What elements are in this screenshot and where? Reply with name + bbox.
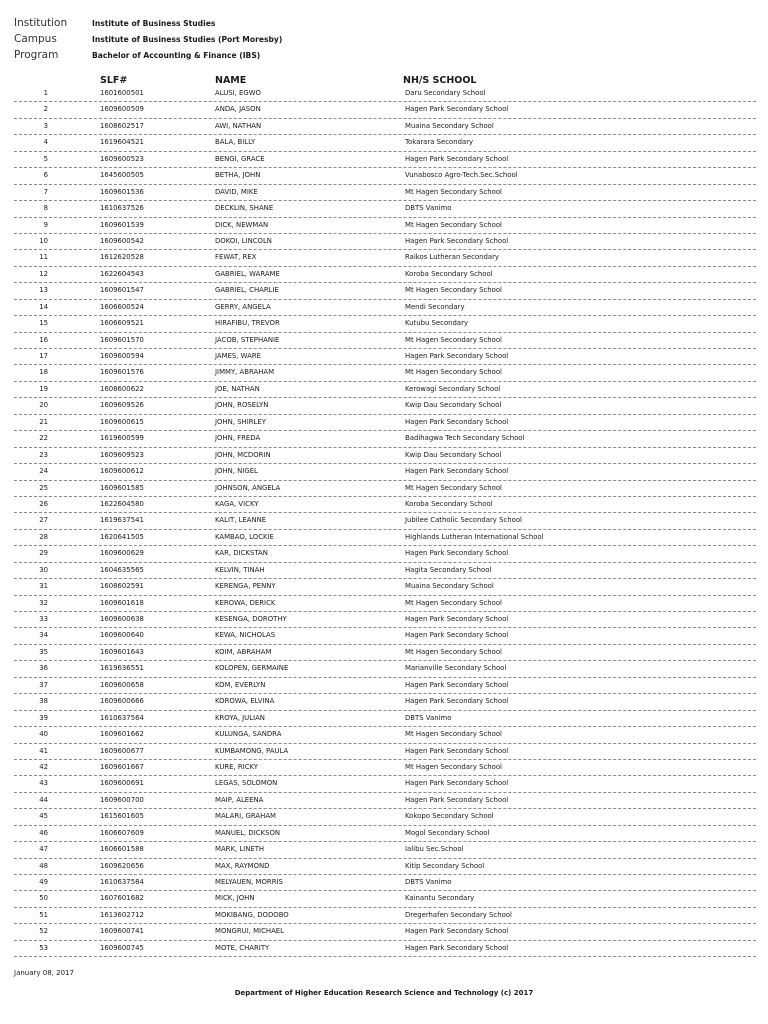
cell-slf: 1609601536 xyxy=(100,187,144,196)
cell-school: Hagen Park Secondary School xyxy=(405,154,509,163)
cell-name: JAMES, WARE xyxy=(215,352,261,360)
table-row xyxy=(14,793,756,809)
cell-school: Hagen Park Secondary School xyxy=(405,352,509,360)
student-table xyxy=(14,86,756,957)
cell-name: ANDA, JASON xyxy=(215,105,261,114)
table-row xyxy=(14,809,756,825)
cell-name: KAR, DICKSTAN xyxy=(215,549,268,558)
cell-num: 53 xyxy=(39,943,48,952)
cell-slf: 1609600640 xyxy=(100,631,144,640)
cell-slf: 1609601667 xyxy=(100,762,144,771)
cell-num: 27 xyxy=(39,516,48,525)
cell-num: 20 xyxy=(39,401,48,410)
cell-num: 49 xyxy=(39,878,48,886)
cell-num: 30 xyxy=(39,565,48,574)
cell-school: Koroba Secondary School xyxy=(405,499,493,508)
table-row xyxy=(14,431,756,447)
table-row xyxy=(14,234,756,250)
cell-num: 33 xyxy=(39,615,48,623)
cell-name: KOLOPEN, GERMAINE xyxy=(215,664,289,673)
table-row xyxy=(14,908,756,924)
table-row xyxy=(14,842,756,858)
document-meta xyxy=(14,15,282,63)
cell-school: Hagen Park Secondary School xyxy=(405,549,509,558)
cell-name: KEROWA, DERICK xyxy=(215,598,276,607)
cell-slf: 1609600741 xyxy=(100,927,144,936)
cell-school: Mogol Secondary School xyxy=(405,828,490,837)
table-row xyxy=(14,776,756,792)
cell-num: 48 xyxy=(39,861,48,870)
table-row xyxy=(14,481,756,497)
cell-slf: 1606609521 xyxy=(100,319,144,328)
cell-school: Hagen Park Secondary School xyxy=(405,795,509,804)
cell-slf: 1615601605 xyxy=(100,812,144,821)
cell-num: 36 xyxy=(39,664,48,673)
cell-slf: 1609601539 xyxy=(100,220,144,229)
cell-slf: 1609600691 xyxy=(100,779,144,788)
table-row xyxy=(14,333,756,349)
table-row xyxy=(14,365,756,381)
table-row xyxy=(14,661,756,677)
institution-label: Institution xyxy=(14,17,68,29)
cell-num: 41 xyxy=(39,746,48,755)
cell-name: DECKLIN, SHANE xyxy=(215,204,274,213)
cell-num: 39 xyxy=(39,713,48,722)
table-row xyxy=(14,563,756,579)
cell-num: 5 xyxy=(43,154,48,163)
cell-name: JOHN, SHIRLEY xyxy=(215,417,266,426)
campus-label: Campus xyxy=(14,33,57,45)
cell-slf: 1619636551 xyxy=(100,664,144,673)
table-row xyxy=(14,891,756,907)
cell-school: Mendi Secondary xyxy=(405,302,465,311)
cell-num: 7 xyxy=(43,187,48,196)
cell-num: 4 xyxy=(43,138,48,147)
cell-name: JIMMY, ABRAHAM xyxy=(215,368,275,377)
cell-name: KOROWA, ELVINA xyxy=(215,697,275,706)
cell-school: Kerowagi Secondary School xyxy=(405,384,501,393)
cell-school: Daru Secondary School xyxy=(405,89,486,97)
cell-name: MELYAUEN, MORRIS xyxy=(215,878,283,886)
cell-name: JOHN, FREDA xyxy=(215,434,261,443)
cell-num: 25 xyxy=(39,483,48,492)
cell-school: Hagen Park Secondary School xyxy=(405,631,509,640)
cell-slf: 1606607609 xyxy=(100,828,144,837)
cell-school: Jubilee Catholic Secondary School xyxy=(405,516,522,525)
cell-name: BALA, BILLY xyxy=(215,138,256,147)
cell-num: 29 xyxy=(39,549,48,558)
cell-slf: 1609600615 xyxy=(100,417,144,426)
table-row xyxy=(14,826,756,842)
table-row xyxy=(14,579,756,595)
cell-slf: 1609609523 xyxy=(100,450,144,459)
cell-name: DICK, NEWMAN xyxy=(215,220,269,229)
cell-school: Mt Hagen Secondary School xyxy=(405,187,502,196)
cell-school: DBTS Vanimo xyxy=(405,713,452,722)
cell-slf: 1609600594 xyxy=(100,352,144,360)
cell-school: DBTS Vanimo xyxy=(405,878,452,886)
cell-school: Highlands Lutheran International School xyxy=(405,532,544,541)
cell-name: AWI, NATHAN xyxy=(215,121,262,130)
cell-slf: 1609600745 xyxy=(100,943,144,952)
cell-name: JOHN, NIGEL xyxy=(215,467,258,476)
cell-name: JOHN, MCDORIN xyxy=(215,450,271,459)
cell-num: 35 xyxy=(39,647,48,656)
cell-name: FEWAT, REX xyxy=(215,253,257,262)
cell-num: 9 xyxy=(43,220,48,229)
cell-school: Marianville Secondary School xyxy=(405,664,507,673)
cell-name: KUMBAMONG, PAULA xyxy=(215,746,289,755)
cell-school: Koroba Secondary School xyxy=(405,269,493,278)
cell-num: 3 xyxy=(43,121,48,130)
table-row xyxy=(14,86,756,102)
cell-num: 23 xyxy=(39,450,48,459)
cell-slf: 1609601585 xyxy=(100,483,144,492)
cell-name: MAIP, ALEENA xyxy=(215,795,264,804)
document-date: January 08, 2017 xyxy=(14,969,74,977)
cell-num: 1 xyxy=(43,89,48,97)
table-row xyxy=(14,941,756,957)
cell-school: Mt Hagen Secondary School xyxy=(405,762,502,771)
cell-school: DBTS Vanimo xyxy=(405,204,452,213)
cell-slf: 1613602712 xyxy=(100,910,144,919)
cell-school: Kainantu Secondary xyxy=(405,894,475,903)
cell-school: Tokarara Secondary xyxy=(405,138,474,147)
cell-num: 26 xyxy=(39,499,48,508)
table-row xyxy=(14,448,756,464)
cell-slf: 1609601618 xyxy=(100,598,144,607)
institution-row xyxy=(14,15,282,31)
cell-school: Mt Hagen Secondary School xyxy=(405,483,502,492)
cell-num: 6 xyxy=(43,171,48,180)
table-row xyxy=(14,727,756,743)
cell-slf: 1609601570 xyxy=(100,335,144,344)
cell-slf: 1609600658 xyxy=(100,680,144,689)
cell-num: 10 xyxy=(39,236,48,245)
table-row xyxy=(14,612,756,628)
table-row xyxy=(14,201,756,217)
cell-school: Hagen Park Secondary School xyxy=(405,680,509,689)
cell-slf: 1609601643 xyxy=(100,647,144,656)
table-row xyxy=(14,415,756,431)
cell-school: Hagen Park Secondary School xyxy=(405,746,509,755)
table-row xyxy=(14,694,756,710)
campus-row xyxy=(14,31,282,47)
cell-num: 42 xyxy=(39,762,48,771)
cell-school: Raikos Lutheran Secondary xyxy=(405,253,500,262)
cell-num: 43 xyxy=(39,779,48,788)
cell-school: Kutubu Secondary xyxy=(405,319,469,328)
cell-num: 50 xyxy=(39,894,48,903)
cell-name: MAX, RAYMOND xyxy=(215,861,270,870)
cell-school: Mt Hagen Secondary School xyxy=(405,220,502,229)
table-row xyxy=(14,152,756,168)
cell-school: Muaina Secondary School xyxy=(405,121,494,130)
cell-num: 21 xyxy=(39,417,48,426)
cell-slf: 1609600700 xyxy=(100,795,144,804)
cell-name: KURE, RICKY xyxy=(215,762,259,771)
cell-slf: 1609601662 xyxy=(100,730,144,739)
cell-school: Badihagwa Tech Secondary School xyxy=(405,434,525,443)
cell-name: JACOB, STEPHANIE xyxy=(215,335,280,344)
institution-value: Institute of Business Studies xyxy=(92,18,216,28)
cell-slf: 1609601576 xyxy=(100,368,144,377)
cell-slf: 1609600523 xyxy=(100,154,144,163)
cell-num: 28 xyxy=(39,532,48,541)
cell-num: 44 xyxy=(39,795,48,804)
cell-name: KESENGA, DOROTHY xyxy=(215,615,287,623)
table-row xyxy=(14,628,756,644)
cell-slf: 1610637584 xyxy=(100,878,144,886)
cell-school: Hagen Park Secondary School xyxy=(405,105,509,114)
cell-num: 2 xyxy=(43,105,48,114)
cell-num: 46 xyxy=(39,828,48,837)
table-row xyxy=(14,349,756,365)
cell-name: KAGA, VICKY xyxy=(215,499,259,508)
cell-slf: 1619637541 xyxy=(100,516,144,525)
table-row xyxy=(14,382,756,398)
cell-slf: 1612620528 xyxy=(100,253,144,262)
cell-school: Hagen Park Secondary School xyxy=(405,927,509,936)
cell-slf: 1609601547 xyxy=(100,286,144,295)
cell-slf: 1609600677 xyxy=(100,746,144,755)
cell-slf: 1609600638 xyxy=(100,615,144,623)
table-row xyxy=(14,119,756,135)
cell-slf: 1608602591 xyxy=(100,582,144,591)
cell-name: MOTE, CHARITY xyxy=(215,943,270,952)
cell-slf: 1610637526 xyxy=(100,204,144,213)
cell-name: JOHN, ROSELYN xyxy=(215,401,269,410)
campus-value: Institute of Business Studies (Port Moresby) xyxy=(92,34,283,44)
cell-slf: 1622604580 xyxy=(100,499,144,508)
program-value: Bachelor of Accounting & Finance (IBS) xyxy=(92,50,261,60)
cell-num: 32 xyxy=(39,598,48,607)
cell-num: 38 xyxy=(39,697,48,706)
table-row xyxy=(14,744,756,760)
cell-school: Vunabosco Agro-Tech.Sec.School xyxy=(405,171,518,180)
cell-name: MONGRUI, MICHAEL xyxy=(215,927,284,936)
cell-school: Hagen Park Secondary School xyxy=(405,417,509,426)
cell-num: 31 xyxy=(39,582,48,591)
cell-num: 52 xyxy=(39,927,48,936)
cell-num: 15 xyxy=(39,319,48,328)
cell-name: JOHNSON, ANGELA xyxy=(215,483,281,492)
table-row xyxy=(14,859,756,875)
table-row xyxy=(14,924,756,940)
cell-school: Mt Hagen Secondary School xyxy=(405,647,502,656)
cell-slf: 1609600629 xyxy=(100,549,144,558)
table-row xyxy=(14,875,756,891)
cell-school: Hagen Park Secondary School xyxy=(405,779,509,788)
cell-num: 22 xyxy=(39,434,48,443)
cell-school: Mt Hagen Secondary School xyxy=(405,368,502,377)
table-row xyxy=(14,645,756,661)
table-row xyxy=(14,678,756,694)
cell-slf: 1609600666 xyxy=(100,697,144,706)
cell-name: KOM, EVERLYN xyxy=(215,680,266,689)
cell-name: GABRIEL, CHARLIE xyxy=(215,286,279,295)
cell-slf: 1609620656 xyxy=(100,861,144,870)
table-row xyxy=(14,283,756,299)
cell-school: Hagen Park Secondary School xyxy=(405,467,509,476)
cell-num: 40 xyxy=(39,730,48,739)
table-row xyxy=(14,300,756,316)
table-row xyxy=(14,267,756,283)
cell-school: Ialibu Sec.School xyxy=(405,845,464,854)
cell-num: 47 xyxy=(39,845,48,854)
cell-school: Hagen Park Secondary School xyxy=(405,697,509,706)
footer-text: Department of Higher Education Research Science and Technology (c) 2017 xyxy=(234,989,534,997)
cell-name: KROYA, JULIAN xyxy=(215,713,265,722)
cell-num: 45 xyxy=(39,812,48,821)
cell-name: GERRY, ANGELA xyxy=(215,302,271,311)
cell-name: KERENGA, PENNY xyxy=(215,582,276,591)
cell-slf: 1609609526 xyxy=(100,401,144,410)
cell-slf: 1606600524 xyxy=(100,302,144,311)
cell-name: KOIM, ABRAHAM xyxy=(215,647,272,656)
table-row xyxy=(14,185,756,201)
table-row xyxy=(14,398,756,414)
cell-slf: 1620641505 xyxy=(100,532,144,541)
cell-slf: 1619600599 xyxy=(100,434,144,443)
column-header-name: NAME xyxy=(215,75,247,86)
cell-name: MALARI, GRAHAM xyxy=(215,812,276,821)
cell-school: Hagen Park Secondary School xyxy=(405,943,509,952)
program-row xyxy=(14,47,282,63)
cell-slf: 1610637564 xyxy=(100,713,144,722)
cell-name: KEWA, NICHOLAS xyxy=(215,631,276,640)
cell-school: Mt Hagen Secondary School xyxy=(405,598,502,607)
cell-slf: 1606601588 xyxy=(100,845,144,854)
table-row xyxy=(14,250,756,266)
cell-name: DOKOI, LINCOLN xyxy=(215,236,272,245)
cell-name: KALIT, LEANNE xyxy=(215,516,267,525)
cell-name: JOE, NATHAN xyxy=(215,384,260,393)
cell-school: Kwip Dau Secondary School xyxy=(405,450,502,459)
cell-name: MANUEL, DICKSON xyxy=(215,828,281,837)
cell-school: Mt Hagen Secondary School xyxy=(405,286,502,295)
table-row xyxy=(14,530,756,546)
cell-name: KELVIN, TINAH xyxy=(215,565,265,574)
cell-slf: 1619604521 xyxy=(100,138,144,147)
cell-school: Mt Hagen Secondary School xyxy=(405,335,502,344)
program-label: Program xyxy=(14,49,59,61)
table-row xyxy=(14,102,756,118)
cell-name: LEGAS, SOLOMON xyxy=(215,779,278,788)
cell-num: 8 xyxy=(43,204,48,213)
cell-school: Hagita Secondary School xyxy=(405,565,492,574)
cell-slf: 1622604543 xyxy=(100,269,144,278)
cell-slf: 1609600542 xyxy=(100,236,144,245)
column-header-school: NH/S SCHOOL xyxy=(403,75,477,86)
table-row xyxy=(14,497,756,513)
cell-slf: 1608600622 xyxy=(100,384,144,393)
cell-school: Hagen Park Secondary School xyxy=(405,236,509,245)
cell-slf: 1645600505 xyxy=(100,171,144,180)
cell-name: ALUSI, EGWO xyxy=(215,89,261,97)
table-row xyxy=(14,168,756,184)
cell-slf: 1607601682 xyxy=(100,894,144,903)
cell-name: BETHA, JOHN xyxy=(215,171,261,180)
cell-slf: 1609600509 xyxy=(100,105,144,114)
table-row xyxy=(14,218,756,234)
table-row xyxy=(14,711,756,727)
cell-school: Kitip Secondary School xyxy=(405,861,485,870)
cell-slf: 1604635565 xyxy=(100,565,144,574)
cell-name: GABRIEL, WARAME xyxy=(215,269,280,278)
table-row xyxy=(14,464,756,480)
table-row xyxy=(14,135,756,151)
cell-num: 17 xyxy=(39,352,48,360)
cell-school: Kwip Dau Secondary School xyxy=(405,401,502,410)
cell-school: Kokopo Secondary School xyxy=(405,812,494,821)
cell-name: MOKIBANG, DODOBO xyxy=(215,910,289,919)
table-row xyxy=(14,546,756,562)
table-row xyxy=(14,760,756,776)
table-row xyxy=(14,316,756,332)
cell-num: 24 xyxy=(39,467,48,476)
cell-name: DAVID, MIKE xyxy=(215,187,258,196)
cell-num: 16 xyxy=(39,335,48,344)
table-row xyxy=(14,596,756,612)
cell-num: 37 xyxy=(39,680,48,689)
cell-num: 12 xyxy=(39,269,48,278)
cell-name: MICK, JOHN xyxy=(215,894,255,903)
cell-num: 34 xyxy=(39,631,48,640)
cell-school: Muaina Secondary School xyxy=(405,582,494,591)
cell-school: Mt Hagen Secondary School xyxy=(405,730,502,739)
cell-name: MARK, LINETH xyxy=(215,845,265,854)
column-header-slf: SLF# xyxy=(100,75,128,86)
cell-num: 19 xyxy=(39,384,48,393)
cell-slf: 1609600612 xyxy=(100,467,144,476)
cell-num: 11 xyxy=(39,253,48,262)
cell-name: KAMBAO, LOCKIE xyxy=(215,532,274,541)
cell-num: 18 xyxy=(39,368,48,377)
cell-name: BENGI, GRACE xyxy=(215,154,265,163)
cell-name: KULUNGA, SANDRA xyxy=(215,730,282,739)
cell-num: 13 xyxy=(39,286,48,295)
cell-school: Hagen Park Secondary School xyxy=(405,615,509,623)
cell-num: 14 xyxy=(39,302,48,311)
cell-name: HIRAFIBU, TREVOR xyxy=(215,319,280,328)
cell-slf: 1608602517 xyxy=(100,121,144,130)
cell-slf: 1601600501 xyxy=(100,89,144,97)
cell-num: 51 xyxy=(39,910,48,919)
table-row xyxy=(14,513,756,529)
cell-school: Dregerhafen Secondary School xyxy=(405,910,512,919)
